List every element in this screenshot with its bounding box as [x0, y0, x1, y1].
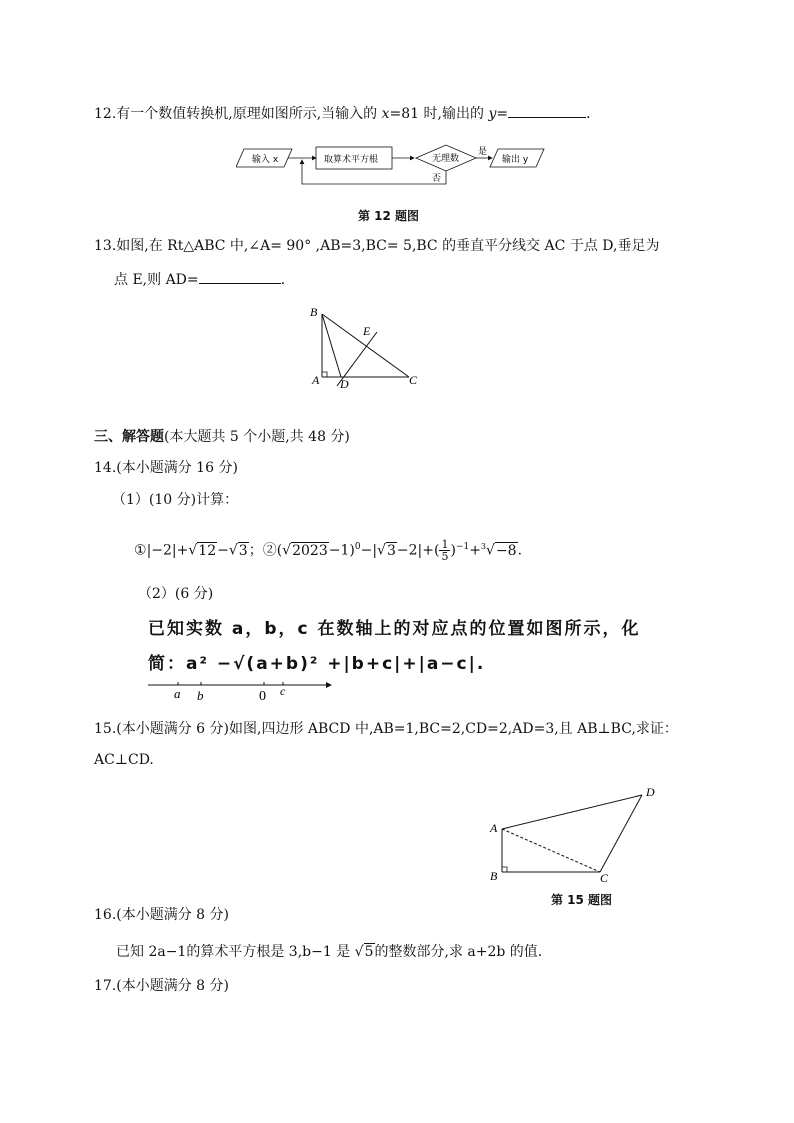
- label-C: C: [600, 871, 609, 884]
- quadrilateral-figure: [484, 784, 664, 884]
- q14-part2: （2）(6 分): [138, 586, 214, 602]
- answer-blank: [199, 269, 281, 284]
- flow-input-label: 输入 x: [252, 155, 279, 165]
- label-C: C: [409, 373, 418, 387]
- flow-output-label: 输出 y: [502, 155, 529, 165]
- label-D: D: [340, 377, 349, 391]
- label-A: A: [490, 821, 498, 835]
- axis-label-zero: 0: [259, 689, 266, 704]
- q15-line2: AC⊥CD.: [94, 752, 154, 768]
- q16-body: 已知 2a−1的算术平方根是 3,b−1 是 √5的整数部分,求 a+2b 的值.: [116, 944, 543, 960]
- label-E: E: [363, 324, 371, 338]
- q12-caption: 第 12 题图: [358, 209, 420, 223]
- label-B: B: [490, 869, 498, 883]
- q12-text: 12.有一个数值转换机,原理如图所示,当输入的 x=81 时,输出的 y= .: [94, 103, 591, 123]
- section-heading: 三、解答题(本大题共 5 个小题,共 48 分): [94, 429, 350, 445]
- flow-yes-label: 是: [478, 147, 488, 157]
- q14-p2-line1: 已知实数 a，b，c 在数轴上的对应点的位置如图所示，化: [148, 619, 641, 639]
- axis-label-a: a: [174, 686, 181, 701]
- flow-process-label: 取算术平方根: [324, 155, 379, 165]
- q15-caption: 第 15 题图: [551, 893, 613, 907]
- q17-head: 17.(本小题满分 8 分): [94, 978, 229, 994]
- answer-blank: [508, 103, 586, 118]
- q14-part1: （1）(10 分)计算：: [112, 492, 239, 508]
- q14-p2-line2: 简：a² −√(a+b)² +|b+c|+|a−c|.: [148, 654, 486, 674]
- q16-head: 16.(本小题满分 8 分): [94, 907, 229, 923]
- label-A: A: [312, 373, 320, 387]
- label-B: B: [310, 305, 318, 319]
- label-D: D: [646, 785, 655, 799]
- q15-line1: 15.(本小题满分 6 分)如图,四边形 ABCD 中,AB=1,BC=2,CD=2,AD=3,且 AB⊥BC,求证：: [94, 721, 678, 737]
- q13-line2: 点 E,则 AD= .: [114, 269, 285, 289]
- q14-head: 14.(本小题满分 16 分): [94, 460, 238, 476]
- q13-line1: 13.如图,在 Rt△ABC 中,∠A= 90° ,AB=3,BC= 5,BC 的垂直平分线交 AC 于点 D,垂足为: [94, 238, 660, 254]
- axis-label-c: c: [280, 684, 286, 698]
- triangle-figure: [305, 302, 425, 394]
- flowchart: [236, 142, 556, 188]
- axis-label-b: b: [197, 688, 204, 703]
- q14-formula: ①|−2|+√12−√3；$②(√2023-1)^0-|√3-2|+$( $\frac{1}{5}$ )$^{-1}$+$^3$√−8.: [134, 538, 523, 564]
- number-line: [146, 680, 332, 704]
- flow-decision-label: 无理数: [432, 154, 460, 164]
- flow-no-label: 否: [432, 174, 442, 184]
